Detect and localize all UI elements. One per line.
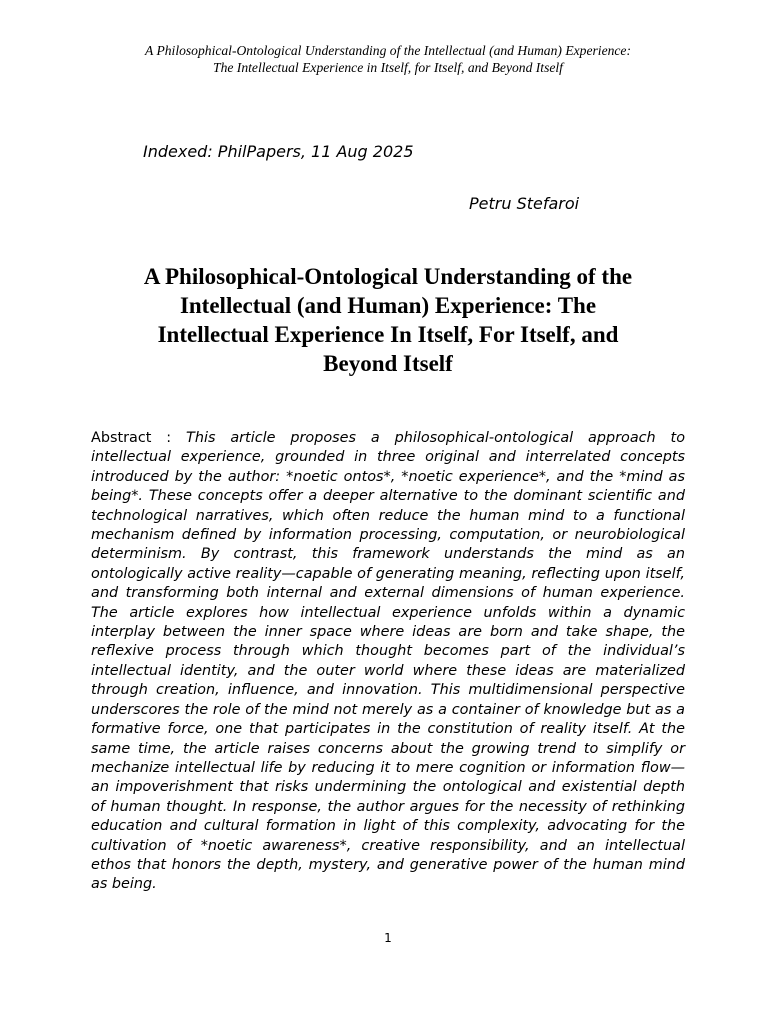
paper-title-line-1: A Philosophical-Ontological Understanding of the bbox=[143, 264, 633, 289]
abstract-label: Abstract : bbox=[91, 430, 187, 446]
abstract-text: This article proposes a philosophical-ontological approach to intellectual experience, grounded in three original and interrelated concepts introduced by the author: *noetic ontos*, *noetic experience*, and the *mind as being*. These concepts offer a deeper alternative to the dominant scientific and technological narratives, which often reduce the human mind to a functional mechanism defined by information processing, computation, or neurobiological determinism. By contrast, this framework understands the mind as an ontologically active reality—capable of generating meaning, reflecting upon itself, and transforming both internal and external dimensions of human experience. The article explores how intellectual experience unfolds within a dynamic interplay between the inner space where ideas are born and take shape, the reflexive process through which thought becomes part of the individual’s intellectual identity, and the outer world where these ideas are materialized through creation, influence, and innovation. This multidimensional perspective underscores the role of the mind not merely as a container of knowledge but as a formative force, one that participates in the constitution of reality itself. At the same time, the article raises concerns about the growing trend to simplify or mechanize intellectual life by reducing it to mere cognition or information flow—an impoverishment that risks undermining the ontological and existential depth of human thought. In response, the author argues for the necessity of rethinking education and cultural formation in light of this complexity, advocating for the cultivation of *noetic awareness*, creative responsibility, and an intellectual ethos that honors the depth, mystery, and generative power of the human mind as being. bbox=[91, 430, 686, 893]
paper-title bbox=[92, 262, 684, 378]
author-name: Petru Stefaroi bbox=[469, 194, 580, 213]
paper-title-line-4: Beyond Itself bbox=[323, 351, 453, 376]
indexed-note: Indexed: PhilPapers, 11 Aug 2025 bbox=[143, 142, 414, 161]
paper-title-line-2: Intellectual (and Human) Experience: The bbox=[179, 293, 597, 318]
page-number: 1 bbox=[384, 931, 392, 945]
running-header-line-2: The Intellectual Experience in Itself, for Itself, and Beyond Itself bbox=[213, 60, 563, 75]
paper-title-line-3: Intellectual Experience In Itself, For Itself, and bbox=[157, 322, 619, 347]
running-header-line-1: A Philosophical-Ontological Understanding of the Intellectual (and Human) Experience: bbox=[144, 43, 631, 58]
abstract bbox=[91, 429, 685, 895]
running-header bbox=[60, 42, 716, 76]
